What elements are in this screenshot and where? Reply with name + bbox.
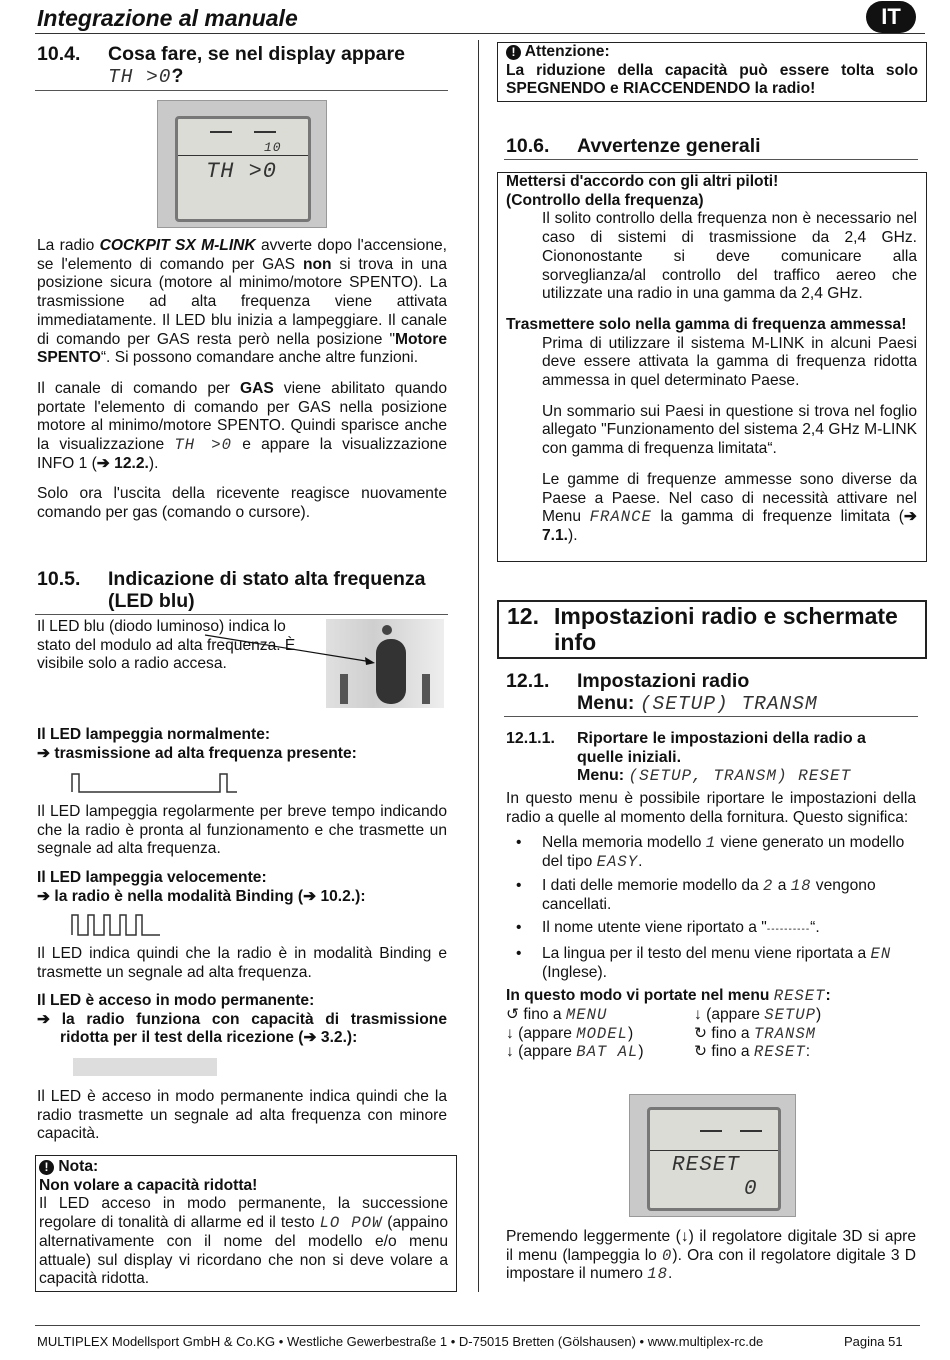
attention-box: ! Attenzione: La riduzione della capacità può essere tolta solo SPEGNENDO e RIACCENDENDO la radio! — [497, 42, 927, 102]
page-header-title: Integrazione al manuale — [37, 5, 298, 31]
nota-box: ! Nota: Non volare a capacità ridotta! Il LED acceso in modo permanente, la successione regolare di tonalità di allarme ed il testo LO POW (appaino alternativamente con il nome del modello e/o menu attuale) sul display vi ricordano che non si deve volare a capacità ridotta. — [35, 1155, 457, 1292]
lcd-text: TH >0 — [206, 159, 278, 184]
lcd-photo-reset — [629, 1094, 796, 1217]
section-12-box: 12. Impostazioni radio e schermate info — [497, 600, 927, 659]
section-12-1-1-heading: 12.1.1. Riportare le impostazioni della radio a quelle iniziali. Menu: (SETUP, TRANSM) RESET — [506, 730, 866, 786]
page-number: Pagina 51 — [844, 1334, 903, 1349]
header-rule — [35, 33, 925, 34]
lcd-text: 10 — [264, 140, 282, 155]
led-intro: Il LED blu (diodo luminoso) indica lo stato del modulo ad alta frequenza. È visibile solo a radio accesa. — [37, 618, 296, 673]
section-10-5-heading: 10.5. Indicazione di stato alta frequenza (LED blu) — [37, 568, 426, 612]
section-12-1-1-body: In questo menu è possibile riportare le impostazioni della radio a quelle al momento della fornitura. Questo significa: • Nella memoria modello 1 viene generato un modello del tipo EASY. • I dati delle memorie modello da 2 a 18 vengono cancellati. • Il nome utente viene riportato a "----------“. • La lingua per il testo del menu viene riportata a EN (Inglese). In questo modo vi portate nel menu RESET: ↺ fino a MENU ↓ (appare SETUP) ↓ (appare MODEL) ↻ fino a TRANSM ↓ (appare BAT AL) ↻ fino a RESET: — [506, 790, 916, 1062]
lcd-text: RESET — [672, 1154, 741, 1177]
footer-rule — [35, 1325, 920, 1326]
rule — [35, 614, 448, 615]
list-item: • I dati delle memorie modello da 2 a 18 vengono cancellati. — [506, 877, 916, 914]
section-12-1-heading: 12.1. Impostazioni radio Menu: (SETUP) TRANSM — [506, 670, 818, 715]
list-item: • La lingua per il testo del menu viene riportata a EN (Inglese). — [506, 945, 916, 982]
led-steady-text: Il LED è acceso in modo permanente indica quindi che la radio trasmette un segnale ad alta frequenza con minore capacità. — [37, 1088, 447, 1143]
waveform-normal — [70, 772, 240, 794]
reset-navigation-steps: ↺ fino a MENU ↓ (appare SETUP) ↓ (appare MODEL) ↻ fino a TRANSM ↓ (appare BAT AL) ↻ fino a RESET: — [506, 1006, 822, 1062]
lcd-text: 0 — [744, 1178, 758, 1201]
language-badge: IT — [866, 1, 916, 33]
general-warnings-box: Mettersi d'accordo con gli altri piloti! (Controllo della frequenza) Il solito controllo della frequenza non è necessario nel caso di sistemi di trasmissione da 2,4 GHz. Ciononostante si deve comunicare alla sorveglianza/al controllo del traffico aereo che utilizzate una radio in una gamma da 2,4 GHz. Trasmettere solo nella gamma di frequenza ammessa! Prima di utilizzare il sistema M-LINK in alcuni Paesi deve essere attivata la gamma di frequenza ridotta ammessa in quel determinato Paese. Un sommario sui Paesi in questione si trova nel foglio allegato "Funzionamento del sistema 2,4 GHz M-LINK con gamma di frequenza limitata“. Le gamme di frequenze ammesse sono diverse da Paese a Paese. Nel caso di necessità attivare nel Menu FRANCE la gamma di frequenze limitata (➔ 7.1.). — [497, 172, 927, 562]
led-fast-text: Il LED indica quindi che la radio è in modalità Binding e trasmette un segnale ad alta frequenza. — [37, 945, 447, 981]
list-item: • Nella memoria modello 1 viene generato un modello del tipo EASY. — [506, 834, 916, 871]
led-steady-heading: Il LED è acceso in modo permanente: ➔ la radio funziona con capacità di trasmissione ridotta per il test della ricezione (➔ 3.2.): — [37, 992, 447, 1047]
led-normal-heading: Il LED lampeggia normalmente: ➔ trasmissione ad alta frequenza presente: — [37, 726, 357, 762]
led-fast-heading: Il LED lampeggia velocemente: ➔ la radio è nella modalità Binding (➔ 10.2.): — [37, 869, 366, 905]
reset-effects-list — [506, 834, 916, 982]
waveform-steady — [73, 1058, 217, 1076]
info-icon: ! — [39, 1160, 54, 1175]
pointer-arrow — [200, 630, 380, 670]
section-10-6-heading: 10.6. Avvertenze generali — [506, 135, 761, 157]
rule — [504, 159, 918, 160]
lcd-photo-th — [157, 100, 327, 228]
section-10-4-body: La radio COCKPIT SX M-LINK avverte dopo l'accensione, se l'elemento di comando per GAS non si trova in una posizione sicura (motore al minimo/motore SPENTO). La trasmissione ad alta frequenza viene attivata immediatamente. Il LED blu inizia a lampeggiare. Il canale di comando per GAS resta però nella posizione "Motore SPENTO“. Si possono comandare anche altre funzioni. Il canale di comando per GAS viene abilitato quando portate l'elemento di comando per GAS nella posizione motore al minimo/motore SPENTO. Quindi sparisce anche la visualizzazione TH >0 e appare la visualizzazione INFO 1 (➔ 12.2.). Solo ora l'uscita della ricevente reagisce nuovamente comando per gas (comando o cursore). — [37, 237, 448, 522]
info-icon: ! — [506, 45, 521, 60]
led-normal-text: Il LED lampeggia regolarmente per breve tempo indicando che la radio è pronta al funzionamento e che trasmette un segnale ad alta frequenza. — [37, 803, 447, 858]
footer-address: MULTIPLEX Modellsport GmbH & Co.KG • Westliche Gewerbestraße 1 • D-75015 Bretten (Gölshausen) • www.multiplex-rc.de — [37, 1334, 764, 1349]
waveform-fast — [70, 913, 165, 937]
list-item: • Il nome utente viene riportato a "----------“. — [506, 919, 916, 940]
section-10-4-heading: 10.4. Cosa fare, se nel display appare TH >0? — [37, 43, 405, 88]
section-12-1-1-final: Premendo leggermente (↓) il regolatore digitale 3D si apre il menu (lampeggia lo 0). Ora con il regolatore digitale 3 D impostare il numero 18. — [506, 1228, 916, 1284]
rule — [504, 716, 918, 717]
rule — [35, 90, 448, 91]
column-divider — [478, 40, 479, 1292]
